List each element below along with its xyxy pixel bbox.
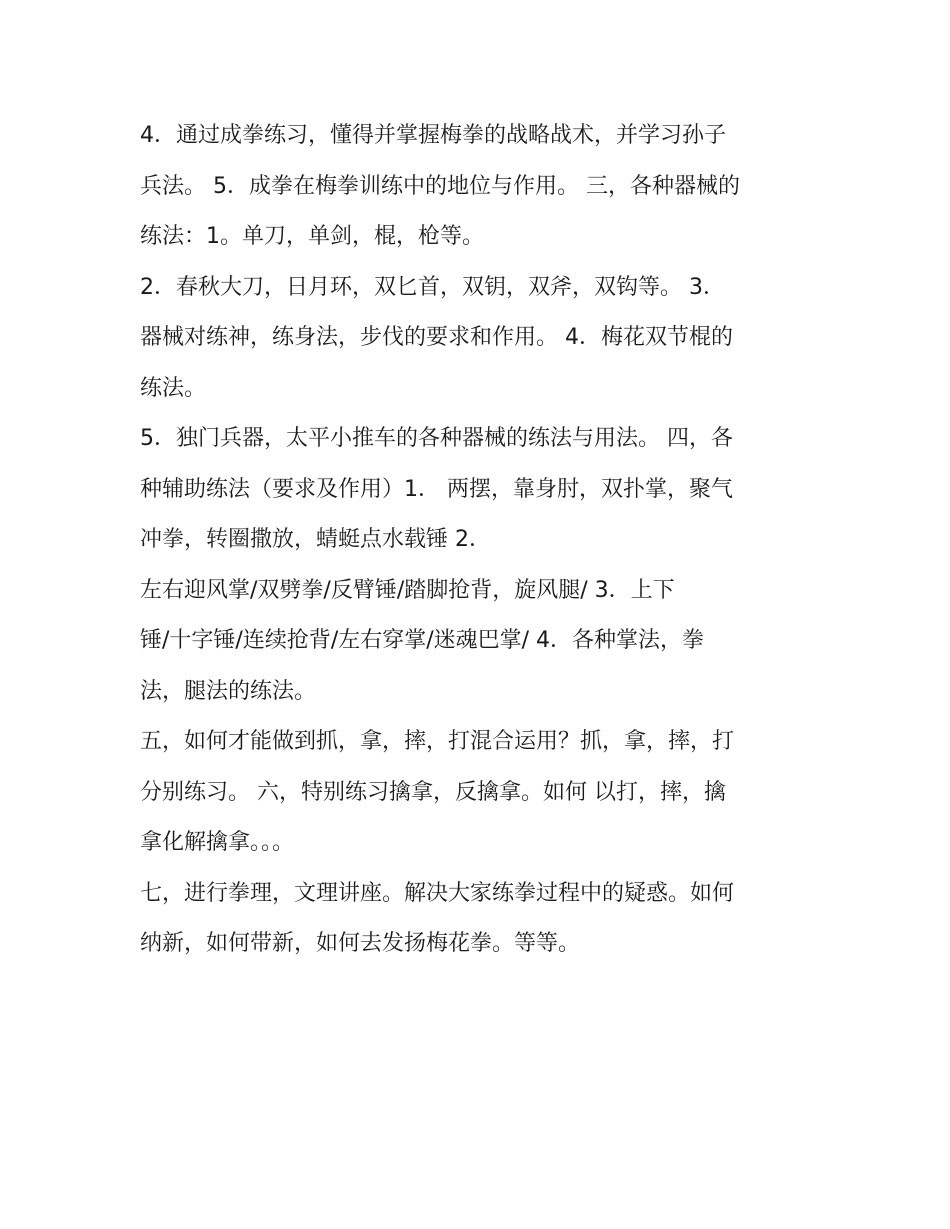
text-line: 2．春秋大刀，日月环，双匕首，双钥，双斧，双钩等。 3． xyxy=(140,274,725,300)
text-line: 左右迎风掌/双劈拳/反臂锤/踏脚抢背，旋风腿/ 3．上下 xyxy=(140,577,675,603)
document-body xyxy=(140,111,820,970)
text-line: 七，进行拳理，文理讲座。解决大家练拳过程中的疑惑。如何 xyxy=(140,880,735,906)
text-line: 纳新，如何带新，如何去发扬梅花拳。等等。 xyxy=(140,931,581,956)
text-line: 冲拳，转圈撒放，蜻蜓点水载锤 2． xyxy=(140,527,491,552)
text-line: 种辅助练法（要求及作用）1． 两摆，靠身肘，双扑掌，聚气 xyxy=(140,476,733,502)
text-line: 五，如何才能做到抓，拿，摔，打混合运用？抓，拿，摔，打 xyxy=(140,729,735,754)
text-line: 5．独门兵器，太平小推车的各种器械的练法与用法。 四，各 xyxy=(140,426,733,451)
text-line: 兵法。 5．成拳在梅拳训练中的地位与作用。 三，各种器械的 xyxy=(140,173,740,199)
text-line: 法，腿法的练法。 xyxy=(140,678,317,704)
text-line: 练法：1。单刀，单剑，棍，枪等。 xyxy=(140,224,484,249)
text-line: 分别练习。 六，特别练习擒拿，反擒拿。如何 以打，摔，擒 xyxy=(140,779,726,805)
text-line: 拿化解擒拿。。。 xyxy=(140,830,295,855)
text-line: 锤/十字锤/连续抢背/左右穿掌/迷魂巴掌/ 4．各种掌法，拳 xyxy=(140,628,705,653)
text-line: 4．通过成拳练习，懂得并掌握梅拳的战略战术，并学习孙子 xyxy=(140,123,726,148)
text-line: 练法。 xyxy=(140,375,207,401)
text-line: 器械对练神，练身法，步伐的要求和作用。 4．梅花双节棍的 xyxy=(140,325,733,350)
